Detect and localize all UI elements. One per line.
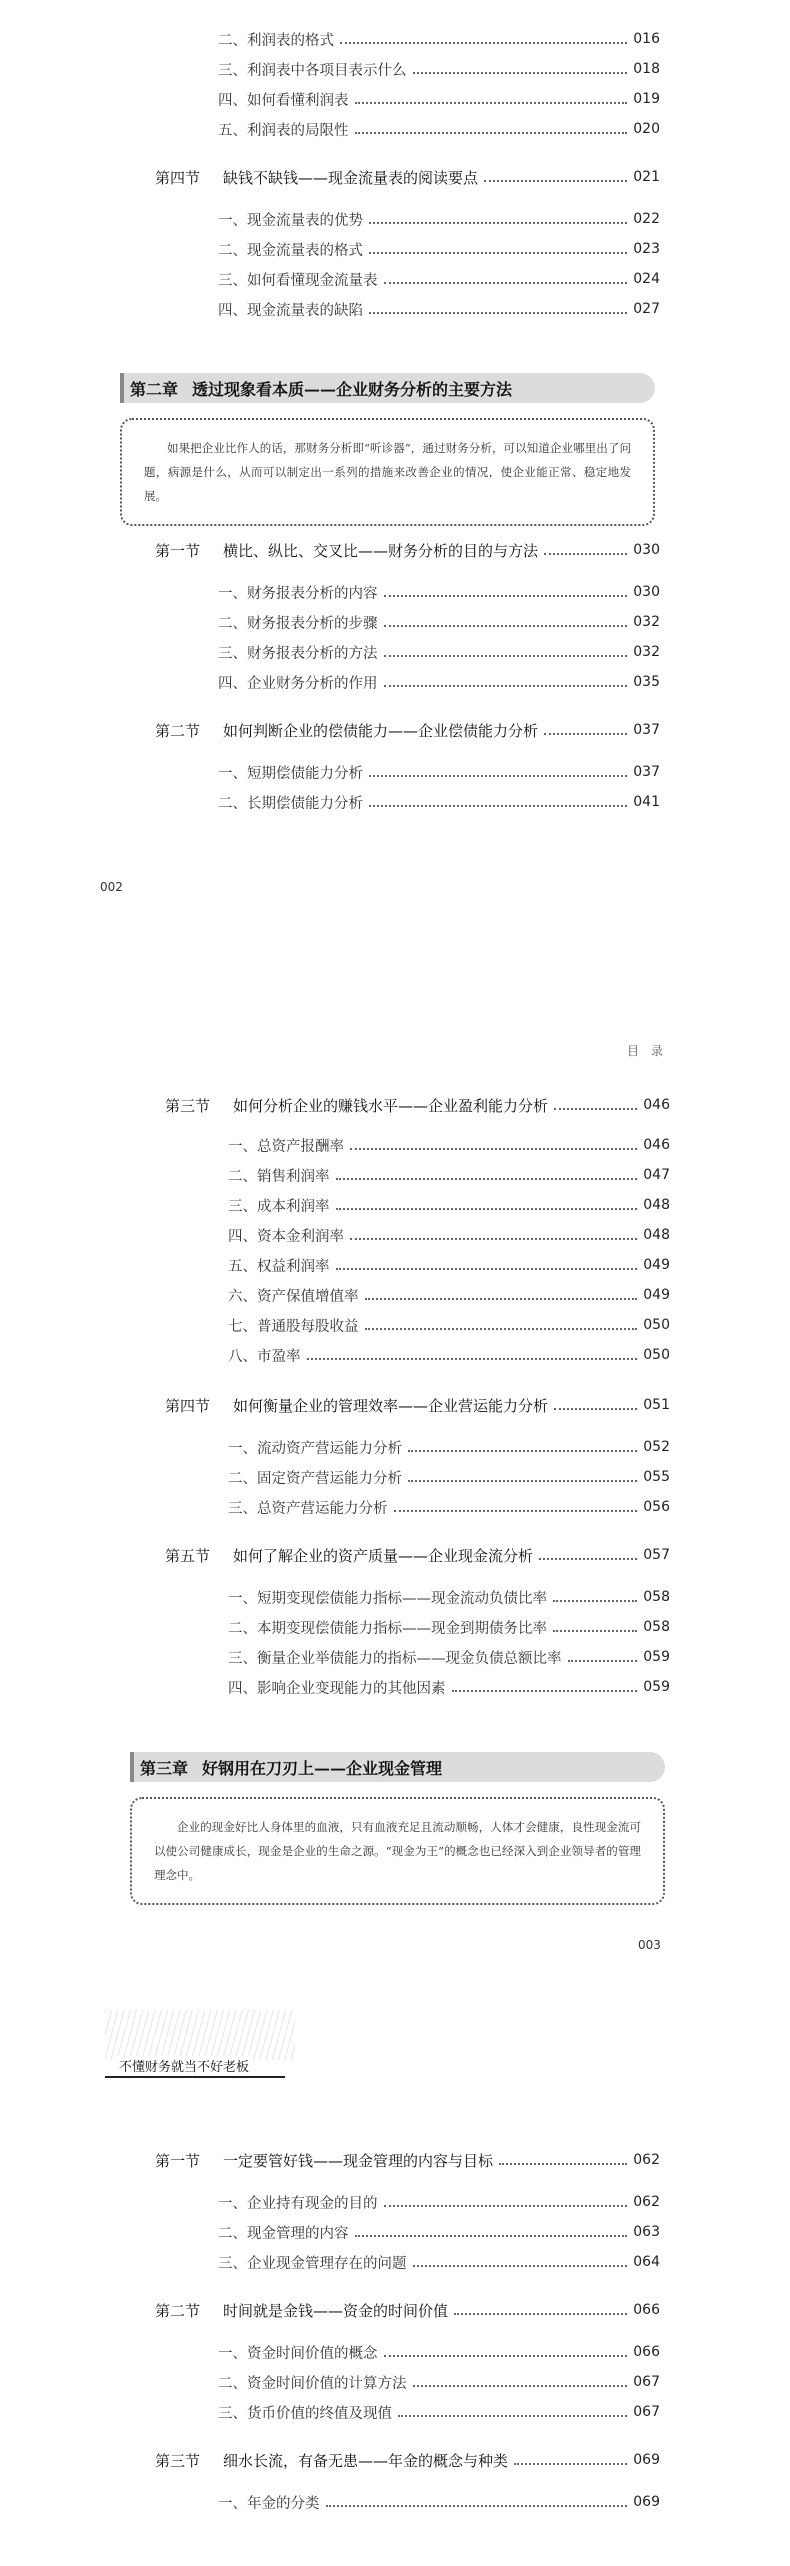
- chapter-intro-box: 如果把企业比作人的话，那财务分析即“听诊器”，通过财务分析，可以知道企业哪里出了问题，病源是什么，从而可以制定出一系列的措施来改善企业的情况，使企业能正常、稳定地发展。: [120, 418, 655, 526]
- section-title: 如何了解企业的资产质量——企业现金流分析: [233, 1546, 534, 1565]
- toc-entry[interactable]: [218, 234, 660, 264]
- toc-entry-page: 066: [633, 2344, 660, 2360]
- dot-leader: [365, 1298, 638, 1300]
- toc-entry-label: 八、市盈率: [228, 1348, 301, 1365]
- toc-entry[interactable]: [228, 1340, 670, 1370]
- toc-entry[interactable]: [228, 1160, 670, 1190]
- toc-section[interactable]: [155, 715, 660, 745]
- running-header: 目录: [626, 1044, 675, 1058]
- toc-entry-label: 二、现金管理的内容: [218, 2225, 349, 2242]
- section-number: 第三节: [155, 2451, 201, 2470]
- section-title: 时间就是金钱——资金的时间价值: [223, 2301, 449, 2320]
- toc-section[interactable]: [155, 535, 660, 565]
- toc-entry-page: 027: [633, 301, 660, 317]
- dot-leader: [554, 1408, 637, 1410]
- toc-section[interactable]: [155, 162, 660, 192]
- toc-entry-label: 二、资金时间价值的计算方法: [218, 2375, 407, 2392]
- toc-entry-label: 三、利润表中各项目表示什么: [218, 62, 407, 79]
- toc-entry[interactable]: [218, 54, 660, 84]
- toc-entry[interactable]: [218, 24, 660, 54]
- dot-leader: [384, 685, 628, 687]
- toc-entry[interactable]: [218, 84, 660, 114]
- toc-entry-label: 四、资本金利润率: [228, 1228, 344, 1245]
- toc-entry-label: 三、企业现金管理存在的问题: [218, 2255, 407, 2272]
- chapter-number: 第二章: [130, 379, 179, 399]
- section-page: 046: [643, 1097, 670, 1113]
- section-number: 第四节: [165, 1396, 211, 1415]
- dot-leader: [369, 775, 627, 777]
- section-page: 037: [633, 722, 660, 738]
- toc-entry-label: 二、财务报表分析的步骤: [218, 615, 378, 632]
- section-number: 第五节: [165, 1546, 211, 1565]
- toc-entry[interactable]: [218, 637, 660, 667]
- toc-entry-page: 047: [643, 1167, 670, 1183]
- toc-entry-label: 四、现金流量表的缺陷: [218, 302, 363, 319]
- toc-entry[interactable]: [218, 2247, 660, 2277]
- dot-leader: [384, 595, 628, 597]
- dot-leader: [539, 1558, 637, 1560]
- toc-entry[interactable]: [218, 264, 660, 294]
- running-header-book-title: [105, 2010, 305, 2080]
- dot-leader: [369, 252, 627, 254]
- toc-entry[interactable]: [218, 2397, 660, 2427]
- chapter-title: 好钢用在刀刃上——企业现金管理: [202, 1758, 443, 1778]
- dot-leader: [454, 2313, 627, 2315]
- dot-leader: [499, 2163, 627, 2165]
- toc-entry-page: 032: [633, 614, 660, 630]
- dot-leader: [413, 2385, 628, 2387]
- toc-entry-page: 069: [633, 2494, 660, 2510]
- section-page: 069: [633, 2452, 660, 2468]
- section-page: 030: [633, 542, 660, 558]
- toc-entry-label: 三、货币价值的终值及现值: [218, 2405, 392, 2422]
- toc-section[interactable]: [155, 2445, 660, 2475]
- toc-entry-label: 四、企业财务分析的作用: [218, 675, 378, 692]
- dot-leader: [394, 1510, 638, 1512]
- dot-leader: [384, 282, 628, 284]
- toc-entry[interactable]: [228, 1130, 670, 1160]
- toc-entry[interactable]: [218, 787, 660, 817]
- toc-entry-label: 三、财务报表分析的方法: [218, 645, 378, 662]
- dot-leader: [369, 312, 627, 314]
- toc-entry-page: 059: [643, 1679, 670, 1695]
- toc-entry-page: 067: [633, 2404, 660, 2420]
- dot-leader: [350, 1238, 637, 1240]
- section-number: 第一节: [155, 541, 201, 560]
- dot-leader: [369, 805, 627, 807]
- dot-leader: [307, 1358, 638, 1360]
- toc-entry-label: 一、财务报表分析的内容: [218, 585, 378, 602]
- toc-entry-page: 050: [643, 1347, 670, 1363]
- toc-entry-page: 062: [633, 2194, 660, 2210]
- toc-entry[interactable]: [218, 2367, 660, 2397]
- toc-entry-page: 037: [633, 764, 660, 780]
- dot-leader: [350, 1148, 637, 1150]
- dot-leader: [355, 132, 628, 134]
- dot-leader: [340, 42, 627, 44]
- chapter-intro-box: 企业的现金好比人身体里的血液，只有血液充足且流动顺畅，人体才会健康，良性现金流可以使公司健康成长，现金是企业的生命之源。“现金为王”的概念也已经深入到企业领导者的管理理念中。: [130, 1797, 665, 1905]
- toc-section[interactable]: [165, 1090, 670, 1120]
- page-number: 002: [100, 880, 123, 894]
- toc-entry-page: 050: [643, 1317, 670, 1333]
- toc-entry-label: 一、流动资产营运能力分析: [228, 1440, 402, 1457]
- toc-entry[interactable]: [218, 667, 660, 697]
- toc-entry[interactable]: [218, 2487, 660, 2517]
- toc-entry-page: 032: [633, 644, 660, 660]
- dot-leader: [326, 2505, 628, 2507]
- toc-entry-label: 二、固定资产营运能力分析: [228, 1470, 402, 1487]
- toc-entry[interactable]: [218, 607, 660, 637]
- section-page: 057: [643, 1547, 670, 1563]
- toc-entry-label: 五、权益利润率: [228, 1258, 330, 1275]
- toc-entry-page: 022: [633, 211, 660, 227]
- toc-page-004: [0, 2010, 790, 2566]
- chapter-number: 第三章: [140, 1758, 189, 1778]
- dot-leader: [384, 625, 628, 627]
- toc-entry-page: 030: [633, 584, 660, 600]
- dot-leader: [336, 1268, 638, 1270]
- toc-entry-page: 056: [643, 1499, 670, 1515]
- dot-leader: [408, 1450, 637, 1452]
- toc-entry-label: 一、现金流量表的优势: [218, 212, 363, 229]
- dot-leader: [553, 1600, 637, 1602]
- section-page: 066: [633, 2302, 660, 2318]
- toc-entry[interactable]: [228, 1432, 670, 1462]
- toc-entry-page: 048: [643, 1197, 670, 1213]
- section-title: 如何衡量企业的管理效率——企业营运能力分析: [233, 1396, 549, 1415]
- dot-leader: [413, 2265, 628, 2267]
- section-title: 横比、纵比、交叉比——财务分析的目的与方法: [223, 541, 539, 560]
- toc-section[interactable]: [155, 2145, 660, 2175]
- toc-entry-page: 058: [643, 1619, 670, 1635]
- toc-entry-label: 六、资产保值增值率: [228, 1288, 359, 1305]
- toc-entry-label: 二、现金流量表的格式: [218, 242, 363, 259]
- dot-leader: [484, 180, 627, 182]
- toc-section[interactable]: [155, 2295, 660, 2325]
- toc-entry[interactable]: [228, 1250, 670, 1280]
- toc-entry[interactable]: [218, 2337, 660, 2367]
- page-number: 003: [638, 1938, 661, 1952]
- toc-entry-label: 三、成本利润率: [228, 1198, 330, 1215]
- toc-entry-label: 二、长期偿债能力分析: [218, 795, 363, 812]
- toc-entry-page: 016: [633, 31, 660, 47]
- section-number: 第二节: [155, 721, 201, 740]
- toc-entry[interactable]: [228, 1612, 670, 1642]
- toc-entry-label: 一、企业持有现金的目的: [218, 2195, 378, 2212]
- toc-entry[interactable]: [228, 1492, 670, 1522]
- dot-leader: [398, 2415, 627, 2417]
- section-number: 第三节: [165, 1096, 211, 1115]
- section-title: 一定要管好钱——现金管理的内容与目标: [223, 2151, 494, 2170]
- toc-entry[interactable]: [218, 2187, 660, 2217]
- toc-entry-page: 063: [633, 2224, 660, 2240]
- chapter-heading[interactable]: [120, 373, 655, 403]
- section-page: 021: [633, 169, 660, 185]
- book-title: 不懂财务就当不好老板: [117, 2056, 251, 2075]
- toc-entry-label: 二、销售利润率: [228, 1168, 330, 1185]
- toc-entry[interactable]: [228, 1582, 670, 1612]
- dot-leader: [544, 553, 627, 555]
- section-number: 第二节: [155, 2301, 201, 2320]
- toc-entry-page: 019: [633, 91, 660, 107]
- dot-leader: [384, 2205, 628, 2207]
- toc-entry-page: 035: [633, 674, 660, 690]
- toc-entry-page: 023: [633, 241, 660, 257]
- toc-entry-label: 四、如何看懂利润表: [218, 92, 349, 109]
- toc-entry-label: 三、衡量企业举债能力的指标——现金负债总额比率: [228, 1650, 562, 1667]
- toc-page-003: [0, 1000, 790, 2000]
- dot-leader: [413, 72, 628, 74]
- toc-entry[interactable]: [218, 294, 660, 324]
- section-title: 如何分析企业的赚钱水平——企业盈利能力分析: [233, 1096, 549, 1115]
- toc-page-002: [0, 0, 790, 940]
- toc-entry-page: 049: [643, 1257, 670, 1273]
- section-title: 缺钱不缺钱——现金流量表的阅读要点: [223, 168, 479, 187]
- section-number: 第一节: [155, 2151, 201, 2170]
- dot-leader: [369, 222, 627, 224]
- toc-entry[interactable]: [228, 1280, 670, 1310]
- dot-leader: [355, 102, 628, 104]
- toc-entry-page: 018: [633, 61, 660, 77]
- toc-entry-label: 四、影响企业变现能力的其他因素: [228, 1680, 446, 1697]
- section-number: 第四节: [155, 168, 201, 187]
- toc-entry-page: 055: [643, 1469, 670, 1485]
- toc-entry[interactable]: [228, 1190, 670, 1220]
- toc-entry-page: 041: [633, 794, 660, 810]
- toc-entry-page: 067: [633, 2374, 660, 2390]
- toc-entry[interactable]: [228, 1220, 670, 1250]
- dot-leader: [514, 2463, 627, 2465]
- toc-entry-label: 二、本期变现偿债能力指标——现金到期债务比率: [228, 1620, 547, 1637]
- toc-entry-label: 一、年金的分类: [218, 2495, 320, 2512]
- toc-entry-page: 052: [643, 1439, 670, 1455]
- toc-entry-label: 一、总资产报酬率: [228, 1138, 344, 1155]
- toc-entry-label: 五、利润表的局限性: [218, 122, 349, 139]
- chapter-title: 透过现象看本质——企业财务分析的主要方法: [192, 379, 513, 399]
- toc-entry[interactable]: [228, 1642, 670, 1672]
- toc-entry-page: 058: [643, 1589, 670, 1605]
- toc-entry[interactable]: [228, 1462, 670, 1492]
- dot-leader: [336, 1178, 638, 1180]
- dot-leader: [355, 2235, 628, 2237]
- toc-entry[interactable]: [218, 114, 660, 144]
- toc-entry-label: 二、利润表的格式: [218, 32, 334, 49]
- dot-leader: [568, 1660, 638, 1662]
- dot-leader: [553, 1630, 637, 1632]
- section-title: 如何判断企业的偿债能力——企业偿债能力分析: [223, 721, 539, 740]
- dot-leader: [384, 2355, 628, 2357]
- section-page: 051: [643, 1397, 670, 1413]
- toc-entry-page: 049: [643, 1287, 670, 1303]
- dot-leader: [408, 1480, 637, 1482]
- chapter-heading[interactable]: [130, 1752, 665, 1782]
- section-title: 细水长流，有备无患——年金的概念与种类: [223, 2451, 509, 2470]
- toc-entry-page: 064: [633, 2254, 660, 2270]
- toc-entry[interactable]: [228, 1672, 670, 1702]
- toc-section[interactable]: [165, 1540, 670, 1570]
- toc-entry-page: 048: [643, 1227, 670, 1243]
- toc-entry-page: 020: [633, 121, 660, 137]
- toc-section[interactable]: [165, 1390, 670, 1420]
- dot-leader: [452, 1690, 638, 1692]
- toc-entry-label: 一、短期偿债能力分析: [218, 765, 363, 782]
- toc-entry[interactable]: [228, 1310, 670, 1340]
- dot-leader: [336, 1208, 638, 1210]
- toc-entry-page: 024: [633, 271, 660, 287]
- toc-entry-label: 七、普通股每股收益: [228, 1318, 359, 1335]
- dot-leader: [544, 733, 627, 735]
- toc-entry-page: 046: [643, 1137, 670, 1153]
- toc-entry[interactable]: [218, 577, 660, 607]
- header-stripe-decoration: [105, 2010, 295, 2060]
- toc-entry-page: 059: [643, 1649, 670, 1665]
- toc-entry[interactable]: [218, 757, 660, 787]
- toc-entry-label: 一、资金时间价值的概念: [218, 2345, 378, 2362]
- header-rule: [105, 2076, 285, 2078]
- dot-leader: [365, 1328, 638, 1330]
- toc-entry-label: 一、短期变现偿债能力指标——现金流动负债比率: [228, 1590, 547, 1607]
- toc-entry-label: 三、总资产营运能力分析: [228, 1500, 388, 1517]
- toc-entry[interactable]: [218, 2217, 660, 2247]
- toc-entry[interactable]: [218, 204, 660, 234]
- dot-leader: [554, 1108, 637, 1110]
- section-page: 062: [633, 2152, 660, 2168]
- dot-leader: [384, 655, 628, 657]
- toc-entry-label: 三、如何看懂现金流量表: [218, 272, 378, 289]
